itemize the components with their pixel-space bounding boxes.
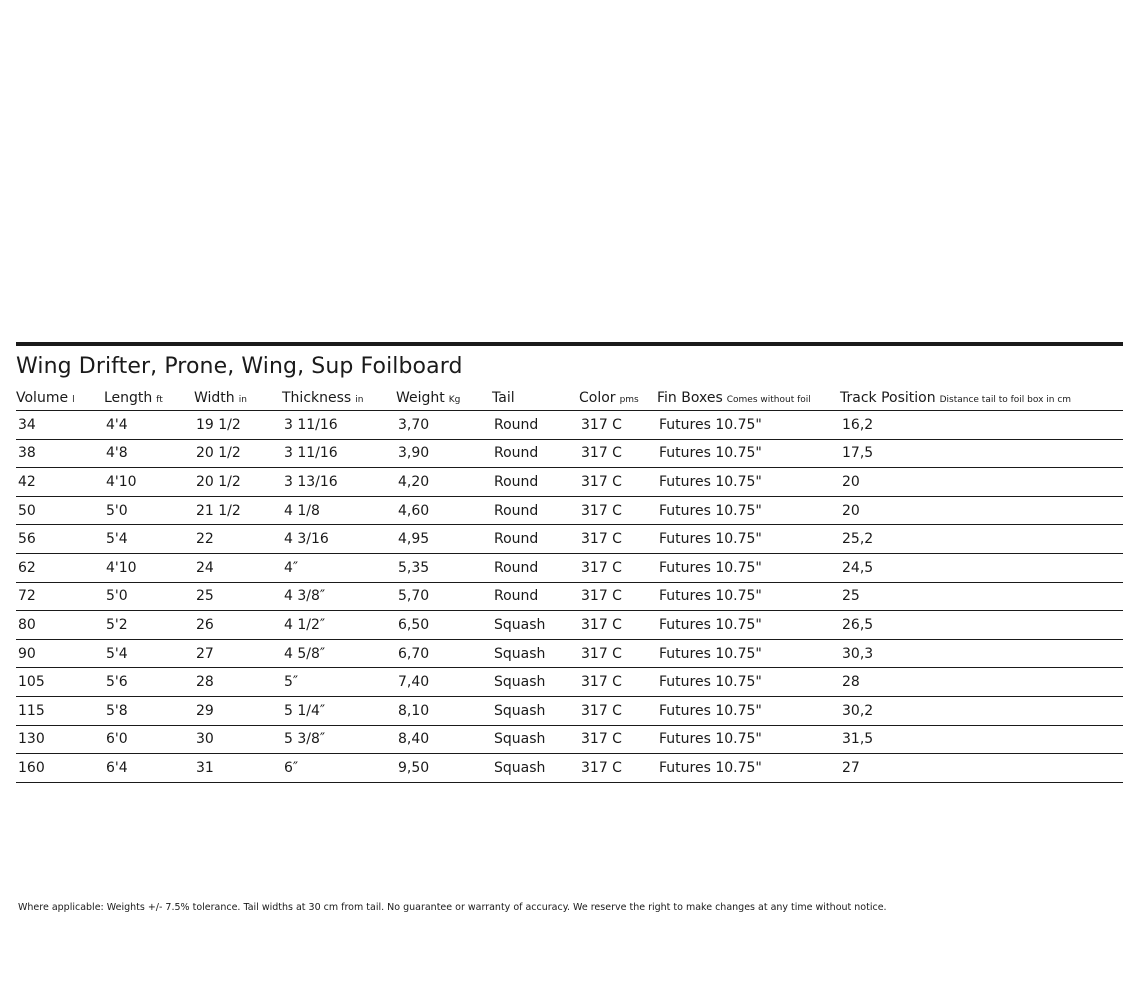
table-cell: 6″ (282, 754, 396, 783)
table-cell: 317 C (579, 582, 657, 611)
table-cell: 5″ (282, 668, 396, 697)
table-cell: Futures 10.75" (657, 725, 840, 754)
table-cell: 5'4 (104, 639, 194, 668)
table-cell: 317 C (579, 754, 657, 783)
table-cell: 4 3/8″ (282, 582, 396, 611)
table-cell: Futures 10.75" (657, 582, 840, 611)
table-cell: Futures 10.75" (657, 553, 840, 582)
table-cell: Futures 10.75" (657, 496, 840, 525)
column-header-label: Weight (396, 390, 445, 406)
table-cell: 24 (194, 553, 282, 582)
column-header-label: Volume (16, 390, 69, 406)
column-header (282, 386, 396, 411)
table-row (16, 553, 1123, 582)
table-cell: 160 (16, 754, 104, 783)
table-row (16, 725, 1123, 754)
table-cell: 3 11/16 (282, 411, 396, 440)
table-cell: Futures 10.75" (657, 639, 840, 668)
column-header (104, 386, 194, 411)
table-cell: 4 5/8″ (282, 639, 396, 668)
table-cell: 5,70 (396, 582, 492, 611)
page-title: Wing Drifter, Prone, Wing, Sup Foilboard (16, 354, 463, 379)
table-cell: Squash (492, 668, 579, 697)
table-cell: Futures 10.75" (657, 668, 840, 697)
table-cell: 4'10 (104, 468, 194, 497)
table-row (16, 525, 1123, 554)
table-row (16, 582, 1123, 611)
table-cell: 3 13/16 (282, 468, 396, 497)
table-cell: 5'0 (104, 496, 194, 525)
table-cell: Round (492, 496, 579, 525)
table-cell: 72 (16, 582, 104, 611)
table-cell: 4 1/8 (282, 496, 396, 525)
column-header-unit: Distance tail to foil box in cm (939, 395, 1072, 405)
table-cell: 7,40 (396, 668, 492, 697)
table-cell: 317 C (579, 725, 657, 754)
table-cell: 17,5 (840, 439, 1123, 468)
spec-sheet (16, 342, 1123, 783)
column-header-label: Width (194, 390, 235, 406)
table-cell: 5,35 (396, 553, 492, 582)
table-cell: 4,60 (396, 496, 492, 525)
column-header (16, 386, 104, 411)
table-row (16, 668, 1123, 697)
table-row (16, 496, 1123, 525)
footnote: Where applicable: Weights +/- 7.5% tolerance. Tail widths at 30 cm from tail. No guarantee or warranty of accuracy. We reserve the right to make changes at any time without notice. (18, 902, 887, 913)
table-cell: 3,90 (396, 439, 492, 468)
table-cell: 62 (16, 553, 104, 582)
table-cell: 4,20 (396, 468, 492, 497)
table-cell: 30,2 (840, 696, 1123, 725)
column-header (194, 386, 282, 411)
table-cell: 130 (16, 725, 104, 754)
table-row (16, 696, 1123, 725)
column-header (840, 386, 1123, 411)
table-cell: Squash (492, 696, 579, 725)
column-header-label: Tail (492, 390, 515, 406)
table-cell: 4,95 (396, 525, 492, 554)
table-cell: 6,50 (396, 611, 492, 640)
table-cell: Round (492, 468, 579, 497)
spec-table (16, 386, 1123, 783)
column-header-unit: pms (619, 395, 639, 405)
table-cell: 317 C (579, 668, 657, 697)
table-cell: 80 (16, 611, 104, 640)
table-cell: 20 (840, 468, 1123, 497)
table-cell: 30 (194, 725, 282, 754)
table-row (16, 411, 1123, 440)
table-cell: Futures 10.75" (657, 525, 840, 554)
table-cell: 8,10 (396, 696, 492, 725)
table-cell: Round (492, 582, 579, 611)
table-cell: 50 (16, 496, 104, 525)
table-cell: Squash (492, 725, 579, 754)
table-cell: 317 C (579, 611, 657, 640)
table-cell: 317 C (579, 439, 657, 468)
table-cell: 24,5 (840, 553, 1123, 582)
column-header-label: Thickness (282, 390, 352, 406)
table-cell: 25,2 (840, 525, 1123, 554)
table-cell: Round (492, 553, 579, 582)
table-cell: Round (492, 411, 579, 440)
table-cell: Round (492, 525, 579, 554)
table-cell: 56 (16, 525, 104, 554)
table-row (16, 639, 1123, 668)
table-cell: 30,3 (840, 639, 1123, 668)
table-cell: 28 (194, 668, 282, 697)
table-cell: 6'0 (104, 725, 194, 754)
table-cell: 317 C (579, 468, 657, 497)
table-row (16, 611, 1123, 640)
column-header-unit: Kg (448, 395, 461, 405)
header-row (16, 386, 1123, 411)
table-cell: 8,40 (396, 725, 492, 754)
table-row (16, 754, 1123, 783)
table-cell: Futures 10.75" (657, 411, 840, 440)
table-cell: 25 (840, 582, 1123, 611)
table-cell: 26 (194, 611, 282, 640)
table-cell: 26,5 (840, 611, 1123, 640)
top-rule (16, 342, 1123, 346)
table-cell: 31,5 (840, 725, 1123, 754)
table-cell: 105 (16, 668, 104, 697)
table-cell: 25 (194, 582, 282, 611)
column-header (657, 386, 840, 411)
column-header-unit: l (72, 395, 75, 405)
table-cell: 27 (840, 754, 1123, 783)
table-cell: 38 (16, 439, 104, 468)
table-cell: 5'0 (104, 582, 194, 611)
column-header-label: Track Position (840, 390, 936, 406)
table-cell: 20 1/2 (194, 439, 282, 468)
table-cell: 90 (16, 639, 104, 668)
table-cell: 317 C (579, 411, 657, 440)
table-cell: 4'4 (104, 411, 194, 440)
column-header-unit: in (238, 395, 247, 405)
column-header (492, 386, 579, 411)
table-body (16, 411, 1123, 783)
table-cell: 9,50 (396, 754, 492, 783)
table-cell: 3,70 (396, 411, 492, 440)
table-cell: 6'4 (104, 754, 194, 783)
table-cell: 5'2 (104, 611, 194, 640)
column-header-label: Color (579, 390, 616, 406)
table-cell: Squash (492, 754, 579, 783)
table-cell: 16,2 (840, 411, 1123, 440)
table-cell: Round (492, 439, 579, 468)
table-cell: 5'4 (104, 525, 194, 554)
table-cell: 4'8 (104, 439, 194, 468)
table-cell: 31 (194, 754, 282, 783)
table-cell: Futures 10.75" (657, 439, 840, 468)
table-cell: Futures 10.75" (657, 696, 840, 725)
table-cell: 6,70 (396, 639, 492, 668)
table-cell: 5'6 (104, 668, 194, 697)
table-cell: Futures 10.75" (657, 468, 840, 497)
table-cell: 317 C (579, 553, 657, 582)
table-cell: 21 1/2 (194, 496, 282, 525)
table-cell: 317 C (579, 639, 657, 668)
table-cell: 29 (194, 696, 282, 725)
table-cell: 42 (16, 468, 104, 497)
table-cell: 28 (840, 668, 1123, 697)
table-cell: 34 (16, 411, 104, 440)
table-cell: 5 3/8″ (282, 725, 396, 754)
table-cell: 20 1/2 (194, 468, 282, 497)
table-cell: 317 C (579, 696, 657, 725)
table-cell: Squash (492, 639, 579, 668)
column-header-unit: Comes without foil (726, 395, 811, 405)
table-cell: 4″ (282, 553, 396, 582)
table-row (16, 439, 1123, 468)
table-cell: 115 (16, 696, 104, 725)
table-cell: 4'10 (104, 553, 194, 582)
table-cell: 20 (840, 496, 1123, 525)
column-header-label: Length (104, 390, 153, 406)
table-cell: 4 1/2″ (282, 611, 396, 640)
table-cell: Squash (492, 611, 579, 640)
column-header (579, 386, 657, 411)
column-header (396, 386, 492, 411)
column-header-unit: in (355, 395, 364, 405)
table-cell: 27 (194, 639, 282, 668)
table-cell: 4 3/16 (282, 525, 396, 554)
table-cell: 317 C (579, 496, 657, 525)
table-row (16, 468, 1123, 497)
table-cell: 5 1/4″ (282, 696, 396, 725)
column-header-label: Fin Boxes (657, 390, 723, 406)
table-cell: 5'8 (104, 696, 194, 725)
table-cell: Futures 10.75" (657, 611, 840, 640)
table-cell: Futures 10.75" (657, 754, 840, 783)
table-cell: 317 C (579, 525, 657, 554)
table-cell: 22 (194, 525, 282, 554)
table-cell: 19 1/2 (194, 411, 282, 440)
table-cell: 3 11/16 (282, 439, 396, 468)
column-header-unit: ft (156, 395, 163, 405)
